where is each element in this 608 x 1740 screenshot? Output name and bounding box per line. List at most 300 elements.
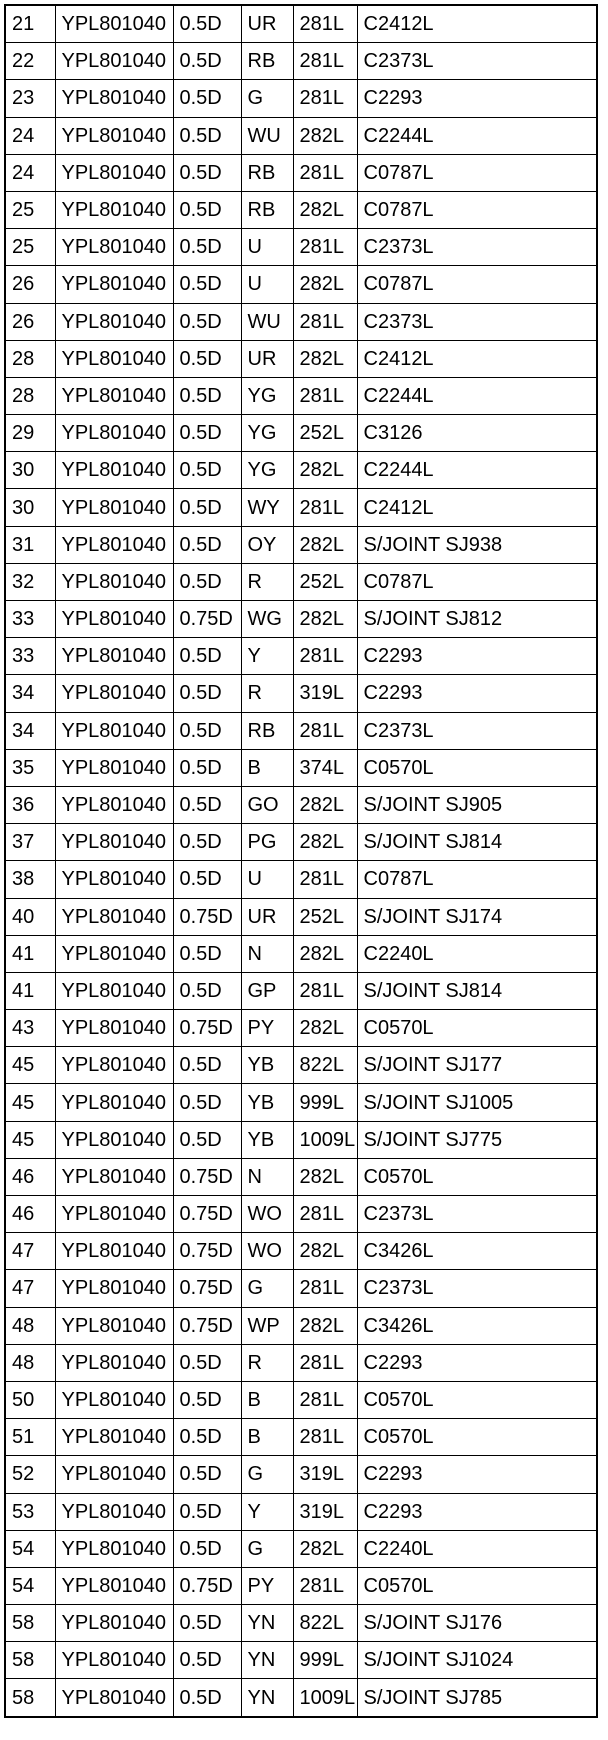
wire-size-cell: 0.5D bbox=[173, 266, 241, 303]
connection-cell: S/JOINT SJ775 bbox=[357, 1121, 597, 1158]
connection-cell: S/JOINT SJ938 bbox=[357, 526, 597, 563]
table-row bbox=[5, 1567, 597, 1604]
wire-color-cell: Y bbox=[241, 638, 293, 675]
wire-size-cell: 0.5D bbox=[173, 340, 241, 377]
row-number-cell: 45 bbox=[5, 1121, 55, 1158]
part-number-cell: YPL801040 bbox=[55, 452, 173, 489]
part-number-cell: YPL801040 bbox=[55, 117, 173, 154]
wire-color-cell: WO bbox=[241, 1233, 293, 1270]
wire-length-cell: 282L bbox=[293, 1158, 357, 1195]
row-number-cell: 33 bbox=[5, 601, 55, 638]
wire-length-cell: 281L bbox=[293, 1196, 357, 1233]
table-row bbox=[5, 452, 597, 489]
part-number-cell: YPL801040 bbox=[55, 489, 173, 526]
wire-length-cell: 252L bbox=[293, 415, 357, 452]
table-row bbox=[5, 1642, 597, 1679]
wire-size-cell: 0.5D bbox=[173, 972, 241, 1009]
part-number-cell: YPL801040 bbox=[55, 1530, 173, 1567]
wire-color-cell: YG bbox=[241, 415, 293, 452]
row-number-cell: 48 bbox=[5, 1344, 55, 1381]
wire-length-cell: 282L bbox=[293, 935, 357, 972]
wire-color-cell: U bbox=[241, 266, 293, 303]
wire-length-cell: 281L bbox=[293, 1344, 357, 1381]
row-number-cell: 23 bbox=[5, 80, 55, 117]
wire-length-cell: 822L bbox=[293, 1047, 357, 1084]
table-row bbox=[5, 1158, 597, 1195]
part-number-cell: YPL801040 bbox=[55, 526, 173, 563]
wire-size-cell: 0.5D bbox=[173, 303, 241, 340]
wire-length-cell: 281L bbox=[293, 1270, 357, 1307]
wire-length-cell: 281L bbox=[293, 1381, 357, 1418]
part-number-cell: YPL801040 bbox=[55, 1381, 173, 1418]
connection-cell: C0570L bbox=[357, 1010, 597, 1047]
wire-color-cell: N bbox=[241, 935, 293, 972]
table-row bbox=[5, 1270, 597, 1307]
wire-size-cell: 0.75D bbox=[173, 1158, 241, 1195]
wire-color-cell: PG bbox=[241, 824, 293, 861]
table-row bbox=[5, 5, 597, 43]
connection-cell: S/JOINT SJ785 bbox=[357, 1679, 597, 1717]
wire-color-cell: B bbox=[241, 1381, 293, 1418]
wire-length-cell: 822L bbox=[293, 1605, 357, 1642]
table-row bbox=[5, 601, 597, 638]
wire-size-cell: 0.5D bbox=[173, 5, 241, 43]
row-number-cell: 58 bbox=[5, 1679, 55, 1717]
row-number-cell: 25 bbox=[5, 191, 55, 228]
row-number-cell: 28 bbox=[5, 340, 55, 377]
wire-size-cell: 0.75D bbox=[173, 1307, 241, 1344]
wire-length-cell: 282L bbox=[293, 1307, 357, 1344]
wire-length-cell: 281L bbox=[293, 43, 357, 80]
wire-size-cell: 0.5D bbox=[173, 749, 241, 786]
wire-length-cell: 374L bbox=[293, 749, 357, 786]
part-number-cell: YPL801040 bbox=[55, 1047, 173, 1084]
table-row bbox=[5, 1344, 597, 1381]
connection-cell: S/JOINT SJ177 bbox=[357, 1047, 597, 1084]
wire-size-cell: 0.5D bbox=[173, 563, 241, 600]
wire-size-cell: 0.75D bbox=[173, 601, 241, 638]
row-number-cell: 54 bbox=[5, 1530, 55, 1567]
connection-cell: C2293 bbox=[357, 675, 597, 712]
connection-cell: C2373L bbox=[357, 1270, 597, 1307]
wire-length-cell: 281L bbox=[293, 1567, 357, 1604]
connection-cell: C0570L bbox=[357, 1419, 597, 1456]
row-number-cell: 24 bbox=[5, 154, 55, 191]
wire-color-cell: WO bbox=[241, 1196, 293, 1233]
wire-size-cell: 0.5D bbox=[173, 1084, 241, 1121]
wire-color-cell: GP bbox=[241, 972, 293, 1009]
part-number-cell: YPL801040 bbox=[55, 1567, 173, 1604]
wire-length-cell: 282L bbox=[293, 191, 357, 228]
connection-cell: C2240L bbox=[357, 1530, 597, 1567]
wire-length-cell: 282L bbox=[293, 117, 357, 154]
connection-cell: C0570L bbox=[357, 749, 597, 786]
part-number-cell: YPL801040 bbox=[55, 638, 173, 675]
wire-size-cell: 0.5D bbox=[173, 935, 241, 972]
wire-color-cell: GO bbox=[241, 786, 293, 823]
part-number-cell: YPL801040 bbox=[55, 1605, 173, 1642]
wire-length-cell: 281L bbox=[293, 80, 357, 117]
table-row bbox=[5, 935, 597, 972]
connection-cell: C2244L bbox=[357, 452, 597, 489]
table-row bbox=[5, 898, 597, 935]
connection-cell: C3426L bbox=[357, 1307, 597, 1344]
wire-size-cell: 0.5D bbox=[173, 861, 241, 898]
wire-color-cell: YG bbox=[241, 452, 293, 489]
wire-length-cell: 281L bbox=[293, 1419, 357, 1456]
table-row bbox=[5, 786, 597, 823]
wire-size-cell: 0.5D bbox=[173, 415, 241, 452]
connection-cell: S/JOINT SJ176 bbox=[357, 1605, 597, 1642]
table-row bbox=[5, 117, 597, 154]
connection-cell: C2293 bbox=[357, 1493, 597, 1530]
wire-size-cell: 0.5D bbox=[173, 1679, 241, 1717]
connection-cell: C3126 bbox=[357, 415, 597, 452]
row-number-cell: 52 bbox=[5, 1456, 55, 1493]
table-row bbox=[5, 1121, 597, 1158]
connection-cell: C2373L bbox=[357, 712, 597, 749]
table-row bbox=[5, 340, 597, 377]
part-number-cell: YPL801040 bbox=[55, 1344, 173, 1381]
row-number-cell: 26 bbox=[5, 303, 55, 340]
connection-cell: S/JOINT SJ1005 bbox=[357, 1084, 597, 1121]
wire-length-cell: 282L bbox=[293, 526, 357, 563]
connection-cell: C0787L bbox=[357, 861, 597, 898]
row-number-cell: 58 bbox=[5, 1642, 55, 1679]
connection-cell: C3426L bbox=[357, 1233, 597, 1270]
wire-color-cell: G bbox=[241, 1456, 293, 1493]
wire-color-cell: RB bbox=[241, 712, 293, 749]
table-row bbox=[5, 43, 597, 80]
row-number-cell: 25 bbox=[5, 229, 55, 266]
wire-color-cell: WG bbox=[241, 601, 293, 638]
connection-cell: S/JOINT SJ814 bbox=[357, 972, 597, 1009]
wire-length-cell: 282L bbox=[293, 1530, 357, 1567]
wire-color-cell: WU bbox=[241, 117, 293, 154]
wire-size-cell: 0.5D bbox=[173, 489, 241, 526]
part-number-cell: YPL801040 bbox=[55, 154, 173, 191]
part-number-cell: YPL801040 bbox=[55, 749, 173, 786]
table-row bbox=[5, 824, 597, 861]
table-row bbox=[5, 1233, 597, 1270]
connection-cell: C2293 bbox=[357, 80, 597, 117]
wire-size-cell: 0.5D bbox=[173, 191, 241, 228]
wire-length-cell: 281L bbox=[293, 972, 357, 1009]
wire-color-cell: YN bbox=[241, 1679, 293, 1717]
connection-cell: C0787L bbox=[357, 563, 597, 600]
wire-size-cell: 0.5D bbox=[173, 1605, 241, 1642]
connection-cell: C0570L bbox=[357, 1567, 597, 1604]
wire-color-cell: G bbox=[241, 1530, 293, 1567]
connection-cell: S/JOINT SJ814 bbox=[357, 824, 597, 861]
table-row bbox=[5, 1679, 597, 1717]
row-number-cell: 54 bbox=[5, 1567, 55, 1604]
row-number-cell: 34 bbox=[5, 675, 55, 712]
row-number-cell: 41 bbox=[5, 972, 55, 1009]
wire-color-cell: WY bbox=[241, 489, 293, 526]
part-number-cell: YPL801040 bbox=[55, 601, 173, 638]
part-number-cell: YPL801040 bbox=[55, 340, 173, 377]
wire-length-cell: 1009L bbox=[293, 1679, 357, 1717]
wire-length-cell: 281L bbox=[293, 303, 357, 340]
wire-color-cell: RB bbox=[241, 191, 293, 228]
wire-color-cell: Y bbox=[241, 1493, 293, 1530]
row-number-cell: 38 bbox=[5, 861, 55, 898]
wire-color-cell: RB bbox=[241, 43, 293, 80]
wire-size-cell: 0.5D bbox=[173, 675, 241, 712]
row-number-cell: 22 bbox=[5, 43, 55, 80]
connection-cell: C2240L bbox=[357, 935, 597, 972]
row-number-cell: 31 bbox=[5, 526, 55, 563]
wire-length-cell: 282L bbox=[293, 786, 357, 823]
table-row bbox=[5, 80, 597, 117]
table-row bbox=[5, 191, 597, 228]
table-row bbox=[5, 675, 597, 712]
wire-size-cell: 0.75D bbox=[173, 898, 241, 935]
part-number-cell: YPL801040 bbox=[55, 1419, 173, 1456]
wire-length-cell: 999L bbox=[293, 1642, 357, 1679]
connection-cell: C2244L bbox=[357, 377, 597, 414]
table-row bbox=[5, 266, 597, 303]
wire-length-cell: 252L bbox=[293, 898, 357, 935]
wire-size-cell: 0.5D bbox=[173, 1493, 241, 1530]
wire-length-cell: 282L bbox=[293, 824, 357, 861]
wiring-table-body bbox=[5, 5, 597, 1717]
row-number-cell: 48 bbox=[5, 1307, 55, 1344]
wire-color-cell: PY bbox=[241, 1567, 293, 1604]
part-number-cell: YPL801040 bbox=[55, 1084, 173, 1121]
part-number-cell: YPL801040 bbox=[55, 1493, 173, 1530]
connection-cell: C2412L bbox=[357, 5, 597, 43]
wire-color-cell: G bbox=[241, 1270, 293, 1307]
wire-color-cell: B bbox=[241, 1419, 293, 1456]
wire-length-cell: 282L bbox=[293, 340, 357, 377]
wire-size-cell: 0.5D bbox=[173, 80, 241, 117]
wire-color-cell: R bbox=[241, 1344, 293, 1381]
wire-size-cell: 0.75D bbox=[173, 1567, 241, 1604]
part-number-cell: YPL801040 bbox=[55, 303, 173, 340]
row-number-cell: 30 bbox=[5, 489, 55, 526]
part-number-cell: YPL801040 bbox=[55, 675, 173, 712]
table-row bbox=[5, 1493, 597, 1530]
row-number-cell: 58 bbox=[5, 1605, 55, 1642]
part-number-cell: YPL801040 bbox=[55, 1307, 173, 1344]
wire-length-cell: 282L bbox=[293, 1010, 357, 1047]
table-row bbox=[5, 1084, 597, 1121]
wire-color-cell: G bbox=[241, 80, 293, 117]
connection-cell: C2412L bbox=[357, 489, 597, 526]
table-row bbox=[5, 1307, 597, 1344]
wire-size-cell: 0.5D bbox=[173, 1344, 241, 1381]
wire-length-cell: 282L bbox=[293, 1233, 357, 1270]
wire-color-cell: YB bbox=[241, 1047, 293, 1084]
connection-cell: C0787L bbox=[357, 266, 597, 303]
wire-color-cell: OY bbox=[241, 526, 293, 563]
table-row bbox=[5, 154, 597, 191]
table-row bbox=[5, 415, 597, 452]
wire-size-cell: 0.75D bbox=[173, 1270, 241, 1307]
part-number-cell: YPL801040 bbox=[55, 266, 173, 303]
wire-size-cell: 0.75D bbox=[173, 1196, 241, 1233]
row-number-cell: 33 bbox=[5, 638, 55, 675]
row-number-cell: 45 bbox=[5, 1047, 55, 1084]
row-number-cell: 24 bbox=[5, 117, 55, 154]
wire-color-cell: N bbox=[241, 1158, 293, 1195]
row-number-cell: 45 bbox=[5, 1084, 55, 1121]
wire-size-cell: 0.5D bbox=[173, 229, 241, 266]
table-row bbox=[5, 749, 597, 786]
table-row bbox=[5, 712, 597, 749]
part-number-cell: YPL801040 bbox=[55, 563, 173, 600]
wire-size-cell: 0.5D bbox=[173, 1419, 241, 1456]
table-row bbox=[5, 526, 597, 563]
table-row bbox=[5, 377, 597, 414]
table-row bbox=[5, 229, 597, 266]
part-number-cell: YPL801040 bbox=[55, 191, 173, 228]
table-row bbox=[5, 1381, 597, 1418]
wire-color-cell: UR bbox=[241, 340, 293, 377]
wire-color-cell: UR bbox=[241, 5, 293, 43]
wire-color-cell: R bbox=[241, 563, 293, 600]
part-number-cell: YPL801040 bbox=[55, 824, 173, 861]
connection-cell: C2293 bbox=[357, 638, 597, 675]
row-number-cell: 32 bbox=[5, 563, 55, 600]
row-number-cell: 53 bbox=[5, 1493, 55, 1530]
connection-cell: S/JOINT SJ812 bbox=[357, 601, 597, 638]
row-number-cell: 26 bbox=[5, 266, 55, 303]
row-number-cell: 37 bbox=[5, 824, 55, 861]
wire-color-cell: U bbox=[241, 861, 293, 898]
wire-size-cell: 0.5D bbox=[173, 786, 241, 823]
row-number-cell: 51 bbox=[5, 1419, 55, 1456]
table-row bbox=[5, 303, 597, 340]
connection-cell: C2244L bbox=[357, 117, 597, 154]
row-number-cell: 46 bbox=[5, 1196, 55, 1233]
connection-cell: C2293 bbox=[357, 1456, 597, 1493]
wire-size-cell: 0.5D bbox=[173, 377, 241, 414]
wire-length-cell: 281L bbox=[293, 5, 357, 43]
wiring-table-page bbox=[4, 4, 600, 1718]
wire-color-cell: WU bbox=[241, 303, 293, 340]
wire-length-cell: 281L bbox=[293, 489, 357, 526]
part-number-cell: YPL801040 bbox=[55, 1270, 173, 1307]
wire-color-cell: UR bbox=[241, 898, 293, 935]
wire-size-cell: 0.75D bbox=[173, 1010, 241, 1047]
wire-size-cell: 0.5D bbox=[173, 526, 241, 563]
part-number-cell: YPL801040 bbox=[55, 972, 173, 1009]
connection-cell: S/JOINT SJ905 bbox=[357, 786, 597, 823]
table-row bbox=[5, 1456, 597, 1493]
row-number-cell: 35 bbox=[5, 749, 55, 786]
part-number-cell: YPL801040 bbox=[55, 1121, 173, 1158]
part-number-cell: YPL801040 bbox=[55, 1642, 173, 1679]
wire-color-cell: YB bbox=[241, 1121, 293, 1158]
wire-length-cell: 282L bbox=[293, 601, 357, 638]
connection-cell: S/JOINT SJ174 bbox=[357, 898, 597, 935]
connection-cell: C2373L bbox=[357, 1196, 597, 1233]
part-number-cell: YPL801040 bbox=[55, 1158, 173, 1195]
row-number-cell: 43 bbox=[5, 1010, 55, 1047]
wire-length-cell: 282L bbox=[293, 266, 357, 303]
wire-color-cell: RB bbox=[241, 154, 293, 191]
row-number-cell: 47 bbox=[5, 1233, 55, 1270]
wire-length-cell: 281L bbox=[293, 861, 357, 898]
part-number-cell: YPL801040 bbox=[55, 712, 173, 749]
connection-cell: C0570L bbox=[357, 1381, 597, 1418]
wire-size-cell: 0.5D bbox=[173, 452, 241, 489]
row-number-cell: 50 bbox=[5, 1381, 55, 1418]
table-row bbox=[5, 1047, 597, 1084]
connection-cell: C2373L bbox=[357, 303, 597, 340]
connection-cell: S/JOINT SJ1024 bbox=[357, 1642, 597, 1679]
wire-size-cell: 0.5D bbox=[173, 117, 241, 154]
table-row bbox=[5, 563, 597, 600]
connection-cell: C0787L bbox=[357, 191, 597, 228]
wire-length-cell: 999L bbox=[293, 1084, 357, 1121]
wire-color-cell: YN bbox=[241, 1605, 293, 1642]
part-number-cell: YPL801040 bbox=[55, 1456, 173, 1493]
wire-size-cell: 0.5D bbox=[173, 1456, 241, 1493]
wire-color-cell: R bbox=[241, 675, 293, 712]
table-row bbox=[5, 638, 597, 675]
connection-cell: C2373L bbox=[357, 229, 597, 266]
row-number-cell: 29 bbox=[5, 415, 55, 452]
wire-color-cell: U bbox=[241, 229, 293, 266]
connection-cell: C2293 bbox=[357, 1344, 597, 1381]
table-row bbox=[5, 1419, 597, 1456]
part-number-cell: YPL801040 bbox=[55, 43, 173, 80]
table-row bbox=[5, 1010, 597, 1047]
wire-length-cell: 252L bbox=[293, 563, 357, 600]
wire-color-cell: YB bbox=[241, 1084, 293, 1121]
wire-length-cell: 281L bbox=[293, 154, 357, 191]
wire-size-cell: 0.5D bbox=[173, 1047, 241, 1084]
wire-length-cell: 319L bbox=[293, 1456, 357, 1493]
wire-length-cell: 281L bbox=[293, 229, 357, 266]
table-row bbox=[5, 972, 597, 1009]
wire-length-cell: 319L bbox=[293, 1493, 357, 1530]
table-row bbox=[5, 1605, 597, 1642]
part-number-cell: YPL801040 bbox=[55, 898, 173, 935]
wire-size-cell: 0.5D bbox=[173, 824, 241, 861]
row-number-cell: 34 bbox=[5, 712, 55, 749]
wire-size-cell: 0.5D bbox=[173, 638, 241, 675]
wire-length-cell: 281L bbox=[293, 712, 357, 749]
connection-cell: C0570L bbox=[357, 1158, 597, 1195]
part-number-cell: YPL801040 bbox=[55, 415, 173, 452]
row-number-cell: 47 bbox=[5, 1270, 55, 1307]
part-number-cell: YPL801040 bbox=[55, 786, 173, 823]
wire-size-cell: 0.5D bbox=[173, 1381, 241, 1418]
wire-color-cell: B bbox=[241, 749, 293, 786]
wire-size-cell: 0.5D bbox=[173, 154, 241, 191]
wire-length-cell: 281L bbox=[293, 377, 357, 414]
part-number-cell: YPL801040 bbox=[55, 80, 173, 117]
wire-length-cell: 1009L bbox=[293, 1121, 357, 1158]
wire-color-cell: WP bbox=[241, 1307, 293, 1344]
wire-size-cell: 0.75D bbox=[173, 1233, 241, 1270]
wire-length-cell: 319L bbox=[293, 675, 357, 712]
wire-size-cell: 0.5D bbox=[173, 1121, 241, 1158]
row-number-cell: 41 bbox=[5, 935, 55, 972]
table-row bbox=[5, 1196, 597, 1233]
part-number-cell: YPL801040 bbox=[55, 5, 173, 43]
wire-color-cell: PY bbox=[241, 1010, 293, 1047]
wire-length-cell: 282L bbox=[293, 452, 357, 489]
wire-length-cell: 281L bbox=[293, 638, 357, 675]
wire-size-cell: 0.5D bbox=[173, 1530, 241, 1567]
part-number-cell: YPL801040 bbox=[55, 229, 173, 266]
